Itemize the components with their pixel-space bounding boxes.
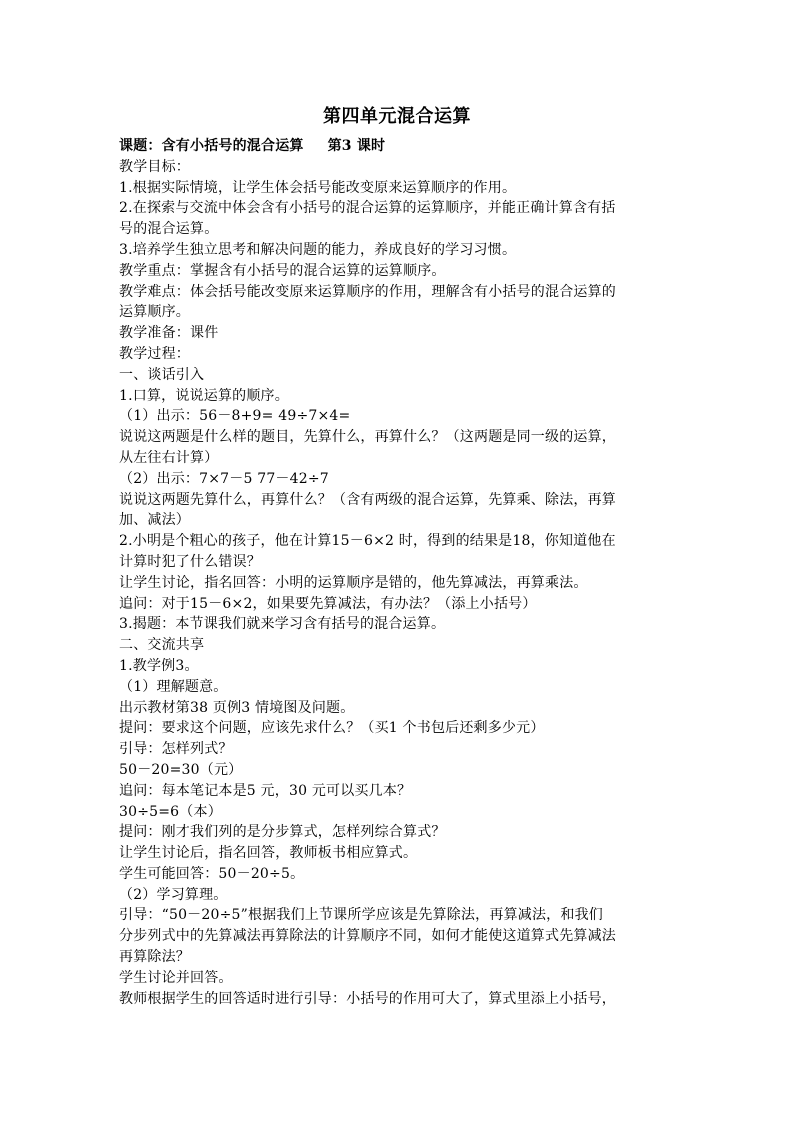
text-line: 2.小明是个粗心的孩子，他在计算15－6×2 时，得到的结果是18，你知道他在	[119, 533, 616, 550]
text-line: 教师根据学生的回答适时进行引导：小括号的作用可大了，算式里添上小括号，	[119, 990, 616, 1007]
text-line: 出示教材第38 页例3 情境图及问题。	[119, 699, 355, 716]
lesson-period: 第3 课时	[327, 138, 386, 154]
text-line: 计算时犯了什么错误？	[119, 553, 261, 570]
text-line: 运算顺序。	[119, 304, 190, 321]
text-line: 加、减法）	[119, 512, 190, 529]
text-line: 1.教学例3。	[119, 657, 199, 674]
text-line: 教学准备：课件	[119, 325, 219, 342]
text-line: 提问：要求这个问题，应该先求什么？（买1 个书包后还剩多少元）	[119, 720, 545, 737]
text-line: 教学目标：	[119, 158, 190, 175]
text-line: 让学生讨论后，指名回答，教师板书相应算式。	[119, 845, 418, 862]
text-line: 教学重点：掌握含有小括号的混合运算的运算顺序。	[119, 262, 446, 279]
text-line: 说说这两题先算什么，再算什么？（含有两级的混合运算，先算乘、除法，再算	[119, 491, 616, 508]
text-line: 30÷5=6（本）	[119, 803, 222, 820]
lesson-heading	[119, 136, 681, 157]
text-line: （1）出示：56－8+9= 49÷7×4=	[119, 408, 351, 425]
text-line: 追问：对于15－6×2，如果要先算减法，有办法？（添上小括号）	[119, 595, 537, 612]
text-line: 50－20=30（元）	[119, 761, 243, 778]
text-line: 学生可能回答：50－20÷5。	[119, 865, 305, 882]
text-line: 1.根据实际情境，让学生体会括号能改变原来运算顺序的作用。	[119, 179, 517, 196]
text-line: 引导：“50－20÷5”根据我们上节课所学应该是先算除法，再算减法，和我们	[119, 907, 603, 924]
text-line: 追问：每本笔记本是5 元，30 元可以买几本？	[119, 782, 412, 799]
document-text	[119, 157, 681, 1010]
text-line: 分步列式中的先算减法再算除法的计算顺序不同，如何才能使这道算式先算减法	[119, 928, 616, 945]
text-line: 号的混合运算。	[119, 221, 219, 238]
lesson-topic: 课题：含有小括号的混合运算	[119, 138, 304, 154]
text-line: 教学过程：	[119, 345, 190, 362]
text-line: 3.培养学生独立思考和解决问题的能力，养成良好的学习习惯。	[119, 241, 517, 258]
text-line: （1）理解题意。	[119, 678, 228, 695]
text-line: （2）出示：7×7－5 77－42÷7	[119, 470, 329, 487]
text-line: 学生讨论并回答。	[119, 969, 233, 986]
text-line: 教学难点：体会括号能改变原来运算顺序的作用，理解含有小括号的混合运算的	[119, 283, 616, 300]
text-line: 2.在探索与交流中体会含有小括号的混合运算的运算顺序，并能正确计算含有括	[119, 200, 616, 217]
text-line: 1.口算，说说运算的顺序。	[119, 387, 289, 404]
text-line: 再算除法？	[119, 949, 190, 966]
text-line: 说说这两题是什么样的题目，先算什么，再算什么？（这两题是同一级的运算，	[119, 429, 616, 446]
document-body	[119, 136, 681, 1009]
text-line: 一、谈话引入	[119, 366, 205, 383]
text-line: 引导：怎样列式？	[119, 741, 233, 758]
text-line: 提问：刚才我们列的是分步算式，怎样列综合算式？	[119, 824, 446, 841]
text-line: （2）学习算理。	[119, 886, 228, 903]
document-title: 第四单元混合运算	[323, 106, 471, 127]
text-line: 从左往右计算）	[119, 449, 219, 466]
text-line: 让学生讨论，指名回答：小明的运算顺序是错的，他先算减法，再算乘法。	[119, 574, 588, 591]
text-line: 二、交流共享	[119, 637, 205, 654]
text-line: 3.揭题：本节课我们就来学习含有括号的混合运算。	[119, 616, 446, 633]
